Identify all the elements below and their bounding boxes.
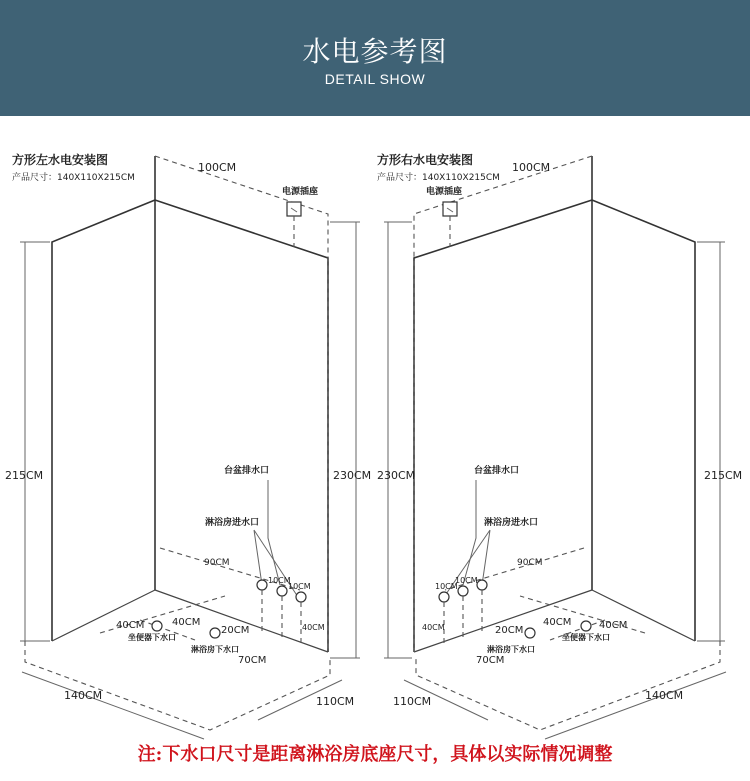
right-inlet-pipe-2 — [458, 586, 468, 596]
right-floor-40b: 40CM — [599, 620, 628, 631]
right-ceiling-dash — [414, 156, 592, 652]
right-power-socket-label: 电源插座 — [426, 187, 463, 197]
left-power-socket-icon — [287, 202, 301, 216]
right-drain-pipe — [439, 592, 449, 602]
right-gap-10a: 10CM — [455, 576, 478, 585]
right-floor-40a: 40CM — [543, 617, 572, 628]
left-shower-drain-label: 淋浴房下水口 — [191, 645, 239, 654]
right-inlet-pipe-1 — [477, 580, 487, 590]
right-base-110: 110CM — [393, 695, 432, 708]
left-power-socket-label: 电源插座 — [282, 187, 319, 197]
left-base-140: 140CM — [64, 689, 103, 702]
footnote: 注:下水口尺寸是距离淋浴房底座尺寸，具体以实际情况调整 — [137, 744, 613, 765]
right-top-width-label: 100CM — [512, 161, 551, 174]
left-ceiling-dash — [155, 156, 328, 652]
left-drain-pipe — [296, 592, 306, 602]
left-inlet-pipe-1 — [257, 580, 267, 590]
header-banner — [0, 0, 750, 116]
right-base-dims — [404, 672, 726, 739]
right-side-wall-top — [592, 200, 695, 641]
left-floor-70: 70CM — [238, 655, 267, 666]
left-shower-drain — [210, 628, 220, 638]
left-side-wall-top — [52, 200, 155, 641]
right-toilet-drain — [581, 621, 591, 631]
right-diagram — [377, 152, 742, 739]
left-90-label: 90CM — [204, 558, 230, 568]
left-basin-drain-leader — [268, 480, 280, 585]
left-floor-20: 20CM — [221, 625, 250, 636]
right-gap-10b: 10CM — [435, 582, 458, 591]
left-side-40: 40CM — [302, 623, 325, 632]
right-basin-drain-leader — [463, 480, 476, 585]
left-floor-40a: 40CM — [116, 620, 145, 631]
left-title: 方形左水电安装图 — [12, 153, 109, 167]
right-height-right-label: 215CM — [704, 469, 743, 482]
right-base-140: 140CM — [645, 689, 684, 702]
right-height-dim-right — [697, 242, 725, 641]
left-inlet-pipe-2 — [277, 586, 287, 596]
left-toilet-drain — [152, 621, 162, 631]
left-base-outline — [25, 641, 330, 730]
right-title: 方形右水电安装图 — [377, 153, 474, 167]
left-height-right-label: 230CM — [333, 469, 372, 482]
left-toilet-drain-label: 坐便器下水口 — [128, 633, 176, 642]
right-base-outline — [416, 641, 720, 730]
left-gap-10a: 10CM — [268, 576, 291, 585]
right-basin-drain-label: 台盆排水口 — [474, 466, 520, 476]
right-floor-70: 70CM — [476, 655, 505, 666]
right-size-label: 产品尺寸：140X110X215CM — [377, 173, 500, 183]
left-shower-inlet-label: 淋浴房进水口 — [205, 518, 260, 528]
banner-title: 水电参考图 — [302, 35, 448, 68]
left-base-110: 110CM — [316, 695, 355, 708]
right-shower-drain-label: 淋浴房下水口 — [487, 645, 535, 654]
left-basin-drain-label: 台盆排水口 — [224, 466, 270, 476]
left-pipe-drops — [262, 590, 301, 645]
right-pipe-drops — [444, 590, 482, 645]
left-size-label: 产品尺寸：140X110X215CM — [12, 173, 135, 183]
right-toilet-drain-label: 坐便器下水口 — [562, 633, 610, 642]
right-height-left-label: 230CM — [377, 469, 416, 482]
left-diagram — [5, 152, 371, 739]
right-shower-drain — [525, 628, 535, 638]
right-shower-inlet-label: 淋浴房进水口 — [484, 518, 539, 528]
banner-subtitle: DETAIL SHOW — [324, 71, 426, 87]
left-height-left-label: 215CM — [5, 469, 44, 482]
right-90-label: 90CM — [517, 558, 543, 568]
left-base-dims — [22, 672, 342, 739]
right-height-dim-left — [384, 222, 412, 658]
left-floor-40b: 40CM — [172, 617, 201, 628]
left-top-width-label: 100CM — [198, 161, 237, 174]
right-floor-20: 20CM — [495, 625, 524, 636]
left-height-dim-right — [330, 222, 360, 658]
installation-diagram — [0, 116, 750, 781]
right-side-40: 40CM — [422, 623, 445, 632]
left-height-dim-left — [20, 242, 50, 641]
left-gap-10b: 10CM — [288, 582, 311, 591]
right-power-socket-icon — [443, 202, 457, 216]
